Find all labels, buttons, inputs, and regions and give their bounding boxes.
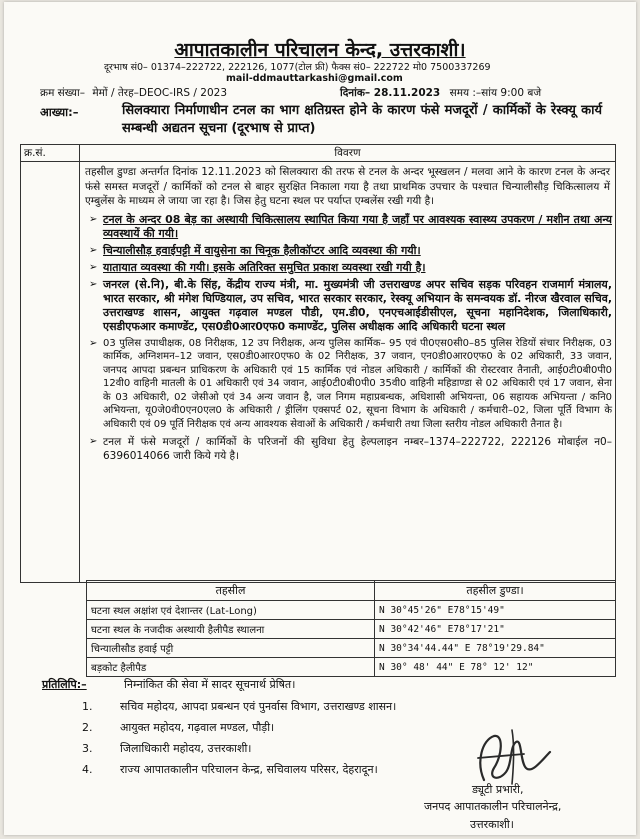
signatory-location: उत्तरकाशी। [470,818,514,831]
table-row [87,620,616,639]
location-coords: N 30°34'44.44" E 78°19'29.84" [375,639,616,658]
list-item [82,741,251,756]
copy-item-text: जिलाधिकारी महोदय, उत्तरकाशी। [120,742,252,755]
table-row [87,639,616,658]
list-item [82,720,274,735]
copy-item-text: राज्य आपातकालीन परिचालन केन्द्र, सचिवालय परिसर, देहरादून। [120,763,378,776]
location-coords: N 30° 48' 44" E 78° 12' 12" [375,658,616,677]
document-date: दिनांक– 28.11.2023 [340,87,441,99]
col-header-serial: क्र.सं. [21,145,80,162]
copy-item-number: 1. [82,700,93,713]
copy-item-text: आयुक्त महोदय, गढ़वाल मण्डल, पौड़ी। [120,721,275,734]
arrow-bullet-icon: ➢ [89,337,98,349]
col-header-details: विवरण [80,145,616,162]
point-text: यातायात व्यवस्था की गयी। इसके अतिरिक्त समुचित प्रकाश व्यवस्था रखी गयी है। [103,260,426,274]
arrow-bullet-icon: ➢ [89,435,98,447]
location-head-left: तहसील [87,581,375,601]
reference-label: क्रम संख्या– [40,87,85,99]
arrow-bullet-icon: ➢ [89,244,98,256]
arrow-bullet-icon: ➢ [89,261,98,273]
intro-paragraph: तहसील डुण्डा अन्तर्गत दिनांक 12.11.2023 को सिलक्यारा की तरफ से टनल के अन्दर भूस्खलन / मलवा आने के कारण टनल के अन्दर फंसे समस्त मजदूरों / कार्मिकों को टनल से बाहर सुरक्षित निकाला गया है तथा प्राथमिक उपचार के पश्चात चिन्यालीसौड़ चिकित्सालय में एम्बुलेंस के माध्यम ले जाया जा रहा है। जिस हेतु घटना स्थल पर पर्याप्त एम्बलेंस रखी गयी है। [85,166,610,207]
copy-item-number: 3. [82,742,93,755]
reference-number [40,86,227,100]
list-item [89,244,612,258]
signatory-office: जनपद आपातकालीन परिचालनेन्द्र, [424,800,562,813]
subject-label: आख्या:– [40,105,79,119]
point-text: टनल में फंसे मजदूरों / कार्मिकों के परिजनों की सुविधा हेतु हेल्पलाइन नम्बर–1374–222722, 222126 मोबाईल न0–6396014066 जारी किये गये है। [103,435,612,462]
location-coords: N 30°42'46" E78°17'21" [375,620,616,639]
copy-item-number: 4. [82,763,93,776]
list-item [89,435,612,463]
location-name: घटना स्थल अक्षांश एवं देशान्तर (Lat-Long) [87,601,375,620]
location-head-right: तहसील डुण्डा। [375,581,616,601]
copy-item-number: 2. [82,721,93,734]
table-row [87,601,616,620]
point-text: 03 पुलिस उपाधीक्षक, 08 निरीक्षक, 12 उप निरीक्षक, अन्य पुलिस कार्मिक– 95 एवं पी0एस0सी0–85 पुलिस रेडियों संचार निरीक्षक, 03 कार्मिक, अग्निशमन–12 जवान, एस0डी0आर0एफ0 के 02 निरीक्षक, 37 जवान, एन0डी0आर0एफ0 के 02 अधिकारी, 33 जवान, जनपद आपदा प्रबन्धन प्राधिकरण के अधिकारी एवं 15 कार्मिक एवं नोडल अधिकारी / कार्मिकों की रोस्टरवार तैनाती, आई0टी0बी0पी0 12वी0 वाहिनी मातली के 01 अधिकारी एवं 34 जवान, आई0टी0बी0पी0 35वी0 वाहिनी महिडाण्डा से 02 अधिकारी एवं 17 जवान, सेना के 03 अधिकारी, 02 जेसीओ एवं 34 अन्य जवान है, जल निगम महाप्रबन्धक, अधिशासी अभियन्ता, 06 सहायक अभियन्ता / कनि0 अभियन्ता, यू0जे0वी0एन0एल0 के अधिकारी / ड्रीलिंग एक्सपर्ट 02, सूचना विभाग के अधिकारी / कर्मचारी–02, जिला पूर्ति विभाग के अधिकारी एवं 09 पूर्ति निरीक्षक एवं अन्य आवश्यक सेवाओं के अधिकारी / कर्मचारी तथा जिला स्तरीय नोडल अधिकारी तैनात है। [103,337,612,431]
arrow-bullet-icon: ➢ [89,213,98,225]
location-coords: N 30°45'26" E78°15'49" [375,601,616,620]
copy-to-intro: निम्नांकित की सेवा में सादर सूचनार्थ प्रेषित। [124,678,296,691]
location-name: चिन्यालीसौड हवाई पट्टी [87,639,375,658]
email-line: mail-ddmauttarkashi@gmail.com [226,73,403,84]
document-page [4,2,636,835]
location-table [86,580,616,677]
subject-text: सिलक्यारा निर्माणाधीन टनल का भाग क्षतिग्रस्त होने के कारण फंसे मजदूरों / कार्मिकों के रेस्क्यू कार्य सम्बन्धी अद्यतन सूचना (दूरभाष से प्राप्त) [122,103,602,136]
point-text: टनल के अन्दर 08 बेड़ का अस्थायी चिकित्सालय स्थापित किया गया है जहॉं पर आवश्यक स्वास्थ्य उपकरण / मशीन तथा अन्य व्यवस्थायें की गयी। [103,212,612,240]
list-item [89,213,612,241]
details-table [20,144,616,583]
date-time [340,86,541,100]
details-cell [80,162,616,583]
location-name: बड़कोट हैलीपैड [87,658,375,677]
point-text: जनरल (से.नि), बी.के सिंह, केंद्रीय राज्य मंत्री, मा. मुख्यमंत्री जी उत्तराखण्ड अपर सचिव सड़क परिवहन राजमार्ग मंत्रालय, भारत सरकार, श्री मंगेश घिण्डियाल, उप सचिव, भारत सरकार सरकार, रेस्क्यू अभियान के समन्वयक डॉ. नीरज खैरवाल सचिव, उत्तराखण्ड शासन, आयुक्त गढ़वाल मण्डल पौडी, एम.डी0, एनएचआईडीसीएल, सूचना महानिदेशक, जिलाधिकारी, एसडीएफआर कमाण्डेंट, एस0डी0आर0एफ0 कमाण्डेंट, पुलिस अधीक्षक आदि अधिकारी घटना स्थल [103,277,612,333]
list-item [89,278,612,334]
copy-to-label: प्रतिलिपि:– [42,678,87,691]
list-item [82,699,396,714]
list-item [89,261,612,275]
reference-value: मेमों / तेरह–DEOC-IRS / 2023 [92,87,228,99]
list-item [89,337,612,432]
point-text: चिन्यालीसौड़ हवाईपट्टी में वायुसेना का चिनूक हैलीकॉप्टर आदि व्यवस्था की गयी। [103,243,421,257]
document-time: समय :–सांय 9:00 बजे [449,87,542,99]
copy-item-text: सचिव महोदय, आपदा प्रबन्धन एवं पुनर्वास विभाग, उत्तराखण्ड शासन। [120,700,397,713]
table-row [87,658,616,677]
contact-line: दूरभाष सं0– 01374–222722, 222126, 1077(टोल फ्री) फैक्स सं0– 222722 मो0 7500337269 [104,62,491,73]
arrow-bullet-icon: ➢ [89,278,98,290]
document-title: आपातकालीन परिचालन केन्द, उत्तरकाशी। [174,39,466,61]
location-name: घटना स्थल के नजदीक अस्थायी हैलीपैड स्थालना [87,620,375,639]
signatory-designation: ड्यूटी प्रभारी, [472,783,524,796]
serial-cell [21,162,80,583]
list-item [82,762,378,777]
